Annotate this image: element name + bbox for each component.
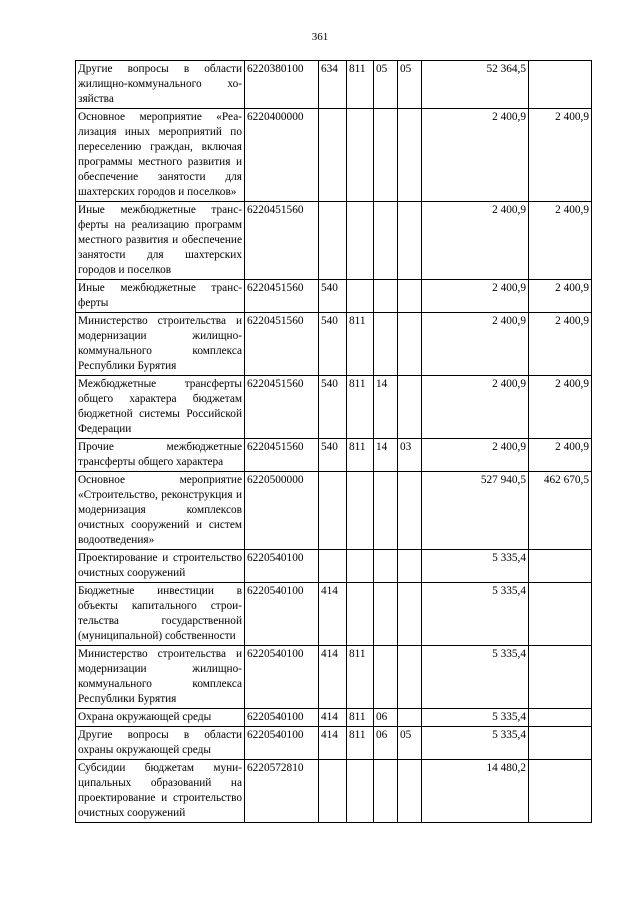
ministry-code-cell: 811 <box>347 709 374 727</box>
amount-total-cell: 5 335,4 <box>422 709 529 727</box>
page-number: 361 <box>311 31 329 43</box>
row-name-cell: Основное мероприятие «Строительство, реконструкция и модернизация комплексов очистных сооружений и систем водоотведения» <box>76 472 245 550</box>
amount-secondary-cell <box>529 61 592 109</box>
table-row <box>76 439 592 472</box>
amount-secondary-cell: 2 400,9 <box>529 280 592 313</box>
table-row <box>76 313 592 376</box>
subsection-code-cell <box>398 472 422 550</box>
row-name-cell: Министерство строительства и модернизации жилищно-коммунального комплекса Республики Бурятия <box>76 646 245 709</box>
ministry-code-cell <box>347 550 374 583</box>
amount-secondary-cell <box>529 583 592 646</box>
target-article-code-cell: 6220540100 <box>245 550 319 583</box>
table-row <box>76 646 592 709</box>
expense-type-code-cell: 414 <box>319 583 347 646</box>
subsection-code-cell <box>398 280 422 313</box>
table-row <box>76 727 592 760</box>
table-row <box>76 583 592 646</box>
subsection-code-cell <box>398 550 422 583</box>
section-code-cell: 05 <box>374 61 398 109</box>
subsection-code-cell <box>398 376 422 439</box>
target-article-code-cell: 6220500000 <box>245 472 319 550</box>
table-row <box>76 472 592 550</box>
target-article-code-cell: 6220540100 <box>245 646 319 709</box>
amount-secondary-cell: 2 400,9 <box>529 202 592 280</box>
section-code-cell <box>374 760 398 823</box>
ministry-code-cell: 811 <box>347 646 374 709</box>
expense-type-code-cell <box>319 760 347 823</box>
subsection-code-cell <box>398 313 422 376</box>
target-article-code-cell: 6220540100 <box>245 583 319 646</box>
subsection-code-cell <box>398 109 422 202</box>
section-code-cell: 14 <box>374 376 398 439</box>
section-code-cell <box>374 550 398 583</box>
table-row <box>76 709 592 727</box>
expense-type-code-cell <box>319 202 347 280</box>
budget-table <box>75 60 592 823</box>
target-article-code-cell: 6220400000 <box>245 109 319 202</box>
row-name-cell: Основное мероприятие «Реализация иных мероприятий по переселению граждан, включая программы местного развития и обеспечение занятости для шахтерских городов и поселков» <box>76 109 245 202</box>
ministry-code-cell <box>347 760 374 823</box>
target-article-code-cell: 6220451560 <box>245 280 319 313</box>
amount-total-cell: 2 400,9 <box>422 202 529 280</box>
subsection-code-cell <box>398 709 422 727</box>
table-row <box>76 376 592 439</box>
amount-total-cell: 5 335,4 <box>422 646 529 709</box>
expense-type-code-cell: 414 <box>319 727 347 760</box>
ministry-code-cell <box>347 583 374 646</box>
target-article-code-cell: 6220451560 <box>245 202 319 280</box>
section-code-cell <box>374 313 398 376</box>
expense-type-code-cell: 540 <box>319 439 347 472</box>
ministry-code-cell <box>347 472 374 550</box>
section-code-cell <box>374 280 398 313</box>
ministry-code-cell: 811 <box>347 376 374 439</box>
row-name-cell: Прочие межбюджетные трансферты общего характера <box>76 439 245 472</box>
amount-secondary-cell: 462 670,5 <box>529 472 592 550</box>
subsection-code-cell: 05 <box>398 727 422 760</box>
table-row <box>76 61 592 109</box>
amount-secondary-cell: 2 400,9 <box>529 439 592 472</box>
section-code-cell <box>374 472 398 550</box>
row-name-cell: Другие вопросы в области охраны окружающей среды <box>76 727 245 760</box>
target-article-code-cell: 6220540100 <box>245 709 319 727</box>
expense-type-code-cell: 414 <box>319 709 347 727</box>
row-name-cell: Министерство строительства и модернизации жилищно-коммунального комплекса Республики Бурятия <box>76 313 245 376</box>
target-article-code-cell: 6220451560 <box>245 313 319 376</box>
target-article-code-cell: 6220380100 <box>245 61 319 109</box>
amount-total-cell: 527 940,5 <box>422 472 529 550</box>
section-code-cell: 06 <box>374 709 398 727</box>
subsection-code-cell <box>398 646 422 709</box>
section-code-cell: 06 <box>374 727 398 760</box>
amount-secondary-cell <box>529 760 592 823</box>
table-row <box>76 202 592 280</box>
expense-type-code-cell: 414 <box>319 646 347 709</box>
ministry-code-cell: 811 <box>347 313 374 376</box>
amount-total-cell: 2 400,9 <box>422 280 529 313</box>
target-article-code-cell: 6220572810 <box>245 760 319 823</box>
amount-secondary-cell <box>529 550 592 583</box>
ministry-code-cell <box>347 202 374 280</box>
ministry-code-cell <box>347 109 374 202</box>
amount-total-cell: 5 335,4 <box>422 550 529 583</box>
expense-type-code-cell: 634 <box>319 61 347 109</box>
expense-type-code-cell <box>319 109 347 202</box>
subsection-code-cell <box>398 202 422 280</box>
row-name-cell: Бюджетные инвестиции в объекты капитального строительства государственной (муниципальной) собственности <box>76 583 245 646</box>
section-code-cell <box>374 646 398 709</box>
expense-type-code-cell <box>319 472 347 550</box>
row-name-cell: Другие вопросы в области жилищно-коммунального хозяйства <box>76 61 245 109</box>
expense-type-code-cell: 540 <box>319 280 347 313</box>
row-name-cell: Иные межбюджетные трансферты <box>76 280 245 313</box>
target-article-code-cell: 6220540100 <box>245 727 319 760</box>
section-code-cell: 14 <box>374 439 398 472</box>
subsection-code-cell: 05 <box>398 61 422 109</box>
subsection-code-cell: 03 <box>398 439 422 472</box>
amount-total-cell: 5 335,4 <box>422 727 529 760</box>
table-row <box>76 280 592 313</box>
amount-total-cell: 2 400,9 <box>422 439 529 472</box>
amount-total-cell: 5 335,4 <box>422 583 529 646</box>
amount-secondary-cell <box>529 727 592 760</box>
amount-total-cell: 14 480,2 <box>422 760 529 823</box>
expense-type-code-cell: 540 <box>319 376 347 439</box>
section-code-cell <box>374 583 398 646</box>
row-name-cell: Межбюджетные трансферты общего характера бюджетам бюджетной системы Российской Федерации <box>76 376 245 439</box>
expense-type-code-cell: 540 <box>319 313 347 376</box>
row-name-cell: Субсидии бюджетам муниципальных образований на проектирование и строительство очистных сооружений <box>76 760 245 823</box>
amount-total-cell: 2 400,9 <box>422 376 529 439</box>
amount-secondary-cell: 2 400,9 <box>529 376 592 439</box>
section-code-cell <box>374 202 398 280</box>
ministry-code-cell: 811 <box>347 439 374 472</box>
table-row <box>76 109 592 202</box>
table-row <box>76 760 592 823</box>
subsection-code-cell <box>398 760 422 823</box>
amount-total-cell: 52 364,5 <box>422 61 529 109</box>
amount-secondary-cell: 2 400,9 <box>529 313 592 376</box>
target-article-code-cell: 6220451560 <box>245 376 319 439</box>
amount-secondary-cell: 2 400,9 <box>529 109 592 202</box>
expense-type-code-cell <box>319 550 347 583</box>
ministry-code-cell: 811 <box>347 727 374 760</box>
table-body <box>76 61 592 823</box>
amount-secondary-cell <box>529 709 592 727</box>
amount-total-cell: 2 400,9 <box>422 109 529 202</box>
amount-total-cell: 2 400,9 <box>422 313 529 376</box>
amount-secondary-cell <box>529 646 592 709</box>
row-name-cell: Иные межбюджетные трансферты на реализацию программ местного развития и обеспечение занятости для шахтерских городов и поселков <box>76 202 245 280</box>
row-name-cell: Охрана окружающей среды <box>76 709 245 727</box>
ministry-code-cell: 811 <box>347 61 374 109</box>
row-name-cell: Проектирование и строительство очистных сооружений <box>76 550 245 583</box>
ministry-code-cell <box>347 280 374 313</box>
section-code-cell <box>374 109 398 202</box>
target-article-code-cell: 6220451560 <box>245 439 319 472</box>
table-row <box>76 550 592 583</box>
subsection-code-cell <box>398 583 422 646</box>
